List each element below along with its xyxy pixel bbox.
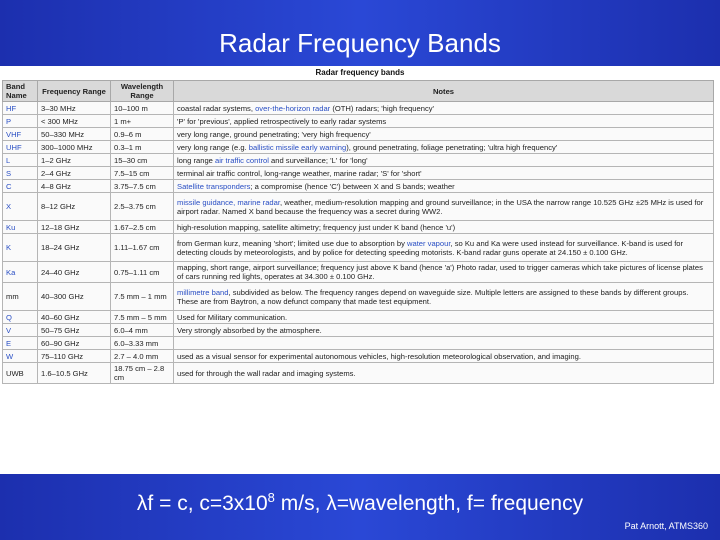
band-cell[interactable]: S	[3, 167, 38, 180]
notes-text: , so Ku and Ka were used instead for surveillance. K-band is used for detecting clouds by meteorologists, and by police for detecting speeding motorists. K-band radar guns operate at 24.150 ± 0.100 GHz.	[177, 238, 684, 257]
notes-cell	[174, 167, 714, 180]
notes-cell	[174, 337, 714, 350]
notes-link[interactable]: millimetre band	[177, 287, 229, 297]
frequency-cell: 1–2 GHz	[38, 154, 111, 167]
wavelength-cell: 7.5 mm – 1 mm	[111, 283, 174, 311]
frequency-cell: 75–110 GHz	[38, 350, 111, 363]
wavelength-cell: 0.75–1.11 cm	[111, 262, 174, 283]
wavelength-cell: 7.5 mm – 5 mm	[111, 311, 174, 324]
band-cell[interactable]: P	[3, 115, 38, 128]
band-cell[interactable]: UWB	[3, 363, 38, 384]
notes-text: from German kurz, meaning 'short'; limited use due to absorption by	[177, 238, 407, 248]
table-row	[3, 337, 714, 350]
band-cell[interactable]: Ku	[3, 221, 38, 234]
header-notes: Notes	[174, 81, 714, 102]
table-row	[3, 324, 714, 337]
formula-part-2: m/s, λ=wavelength, f= frequency	[274, 492, 584, 515]
table-row	[3, 128, 714, 141]
notes-text: 'P' for 'previous', applied retrospectively to early radar systems	[177, 116, 387, 126]
band-cell[interactable]: VHF	[3, 128, 38, 141]
wavelength-cell: 0.3–1 m	[111, 141, 174, 154]
table-body	[3, 102, 714, 384]
formula-part-1: λf = c, c=3x10	[136, 492, 268, 515]
frequency-cell: 3–30 MHz	[38, 102, 111, 115]
frequency-cell: 4–8 GHz	[38, 180, 111, 193]
notes-cell	[174, 324, 714, 337]
wavelength-cell: 18.75 cm – 2.8 cm	[111, 363, 174, 384]
notes-text: long range	[177, 155, 215, 165]
frequency-cell: 1.6–10.5 GHz	[38, 363, 111, 384]
band-cell[interactable]: V	[3, 324, 38, 337]
table-row	[3, 350, 714, 363]
notes-cell	[174, 154, 714, 167]
band-cell[interactable]: W	[3, 350, 38, 363]
table-row	[3, 363, 714, 384]
notes-cell	[174, 283, 714, 311]
notes-text: and surveillance; 'L' for 'long'	[268, 155, 368, 165]
band-cell[interactable]: Ka	[3, 262, 38, 283]
table-header-row	[3, 81, 714, 102]
notes-link[interactable]: Satellite transponders	[177, 181, 251, 191]
table-row	[3, 262, 714, 283]
notes-cell	[174, 115, 714, 128]
table-row	[3, 180, 714, 193]
table-row	[3, 115, 714, 128]
notes-cell	[174, 180, 714, 193]
table-row	[3, 234, 714, 262]
notes-cell	[174, 193, 714, 221]
band-cell[interactable]: L	[3, 154, 38, 167]
notes-text: used for through the wall radar and imaging systems.	[177, 368, 356, 378]
notes-text: very long range, ground penetrating; 'very high frequency'	[177, 129, 371, 139]
notes-text: Used for Military communication.	[177, 312, 288, 322]
notes-link[interactable]: missile guidance, marine radar	[177, 197, 280, 207]
band-cell[interactable]: mm	[3, 283, 38, 311]
wavelength-cell: 0.9–6 m	[111, 128, 174, 141]
notes-link[interactable]: ballistic missile early warning	[248, 142, 347, 152]
table-row	[3, 141, 714, 154]
wavelength-cell: 6.0–3.33 mm	[111, 337, 174, 350]
wavelength-cell: 3.75–7.5 cm	[111, 180, 174, 193]
table-row	[3, 283, 714, 311]
header-frequency-range: Frequency Range	[38, 81, 111, 102]
wavelength-cell: 15–30 cm	[111, 154, 174, 167]
frequency-cell: 8–12 GHz	[38, 193, 111, 221]
wavelength-cell: 6.0–4 mm	[111, 324, 174, 337]
notes-cell	[174, 363, 714, 384]
formula-exponent: 8	[267, 490, 275, 505]
frequency-cell: 300–1000 MHz	[38, 141, 111, 154]
frequency-cell: 40–60 GHz	[38, 311, 111, 324]
header-band-name: Band Name	[3, 81, 38, 102]
band-cell[interactable]: Q	[3, 311, 38, 324]
frequency-cell: < 300 MHz	[38, 115, 111, 128]
slide-title: Radar Frequency Bands	[219, 28, 501, 58]
notes-cell	[174, 262, 714, 283]
frequency-cell: 50–330 MHz	[38, 128, 111, 141]
notes-cell	[174, 128, 714, 141]
notes-cell	[174, 221, 714, 234]
table-row	[3, 221, 714, 234]
table-row	[3, 311, 714, 324]
notes-text: Very strongly absorbed by the atmosphere.	[177, 325, 322, 335]
notes-text: , weather, medium-resolution mapping and ground surveillance; in the USA the narrow range 10.525 GHz ±25 MHz is used for airport radar. Named X band because the frequency was a secret during WW2.	[177, 197, 704, 216]
table-row	[3, 102, 714, 115]
band-cell[interactable]: HF	[3, 102, 38, 115]
notes-link[interactable]: over-the-horizon radar	[255, 103, 331, 113]
notes-text: ; a compromise (hence 'C') between X and S bands; weather	[250, 181, 455, 191]
band-cell[interactable]: C	[3, 180, 38, 193]
notes-text: mapping, short range, airport surveillance; frequency just above K band (hence 'a') Photo radar, used to trigger cameras which take pictures of license plates of cars running red lights, operates at 34.300 ± 0.100 GHz.	[177, 263, 703, 281]
band-cell[interactable]: K	[3, 234, 38, 262]
table-row	[3, 193, 714, 221]
wavelength-cell: 2.7 – 4.0 mm	[111, 350, 174, 363]
table-panel	[0, 66, 720, 474]
frequency-cell: 2–4 GHz	[38, 167, 111, 180]
wavelength-cell: 2.5–3.75 cm	[111, 193, 174, 221]
band-cell[interactable]: X	[3, 193, 38, 221]
notes-cell	[174, 102, 714, 115]
wavelength-cell: 7.5–15 cm	[111, 167, 174, 180]
table-row	[3, 154, 714, 167]
table-row	[3, 167, 714, 180]
notes-cell	[174, 311, 714, 324]
formula	[0, 490, 720, 516]
notes-link[interactable]: air traffic control	[215, 155, 269, 165]
frequency-cell: 12–18 GHz	[38, 221, 111, 234]
header-wavelength-range: Wavelength Range	[111, 81, 174, 102]
frequency-cell: 24–40 GHz	[38, 262, 111, 283]
radar-bands-table	[2, 80, 714, 384]
notes-link[interactable]: water vapour	[406, 238, 451, 248]
table-caption: Radar frequency bands	[315, 68, 405, 77]
notes-text: coastal radar systems,	[177, 103, 256, 113]
band-cell[interactable]: E	[3, 337, 38, 350]
notes-cell	[174, 234, 714, 262]
wavelength-cell: 10–100 m	[111, 102, 174, 115]
notes-text: very long range (e.g.	[177, 142, 249, 152]
notes-text: (OTH) radars; 'high frequency'	[330, 103, 434, 113]
notes-cell	[174, 350, 714, 363]
frequency-cell: 18–24 GHz	[38, 234, 111, 262]
frequency-cell: 50–75 GHz	[38, 324, 111, 337]
wavelength-cell: 1.11–1.67 cm	[111, 234, 174, 262]
notes-text: ), ground penetrating, foliage penetrating; 'ultra high frequency'	[346, 142, 558, 152]
author-credit: Pat Arnott, ATMS360	[624, 521, 708, 531]
wavelength-cell: 1 m+	[111, 115, 174, 128]
frequency-cell: 40–300 GHz	[38, 283, 111, 311]
band-cell[interactable]: UHF	[3, 141, 38, 154]
notes-text: , subdivided as below. The frequency ranges depend on waveguide size. Multiple letters are assigned to these bands by different groups. These are from Baytron, a now defunct company that made test equipment.	[177, 287, 689, 306]
notes-cell	[174, 141, 714, 154]
notes-text: high-resolution mapping, satellite altimetry; frequency just under K band (hence 'u')	[177, 222, 456, 232]
notes-text: terminal air traffic control, long-range weather, marine radar; 'S' for 'short'	[177, 168, 422, 178]
frequency-cell: 60–90 GHz	[38, 337, 111, 350]
notes-text: used as a visual sensor for experimental autonomous vehicles, high-resolution meteorological observation, and imaging.	[177, 351, 581, 361]
wavelength-cell: 1.67–2.5 cm	[111, 221, 174, 234]
